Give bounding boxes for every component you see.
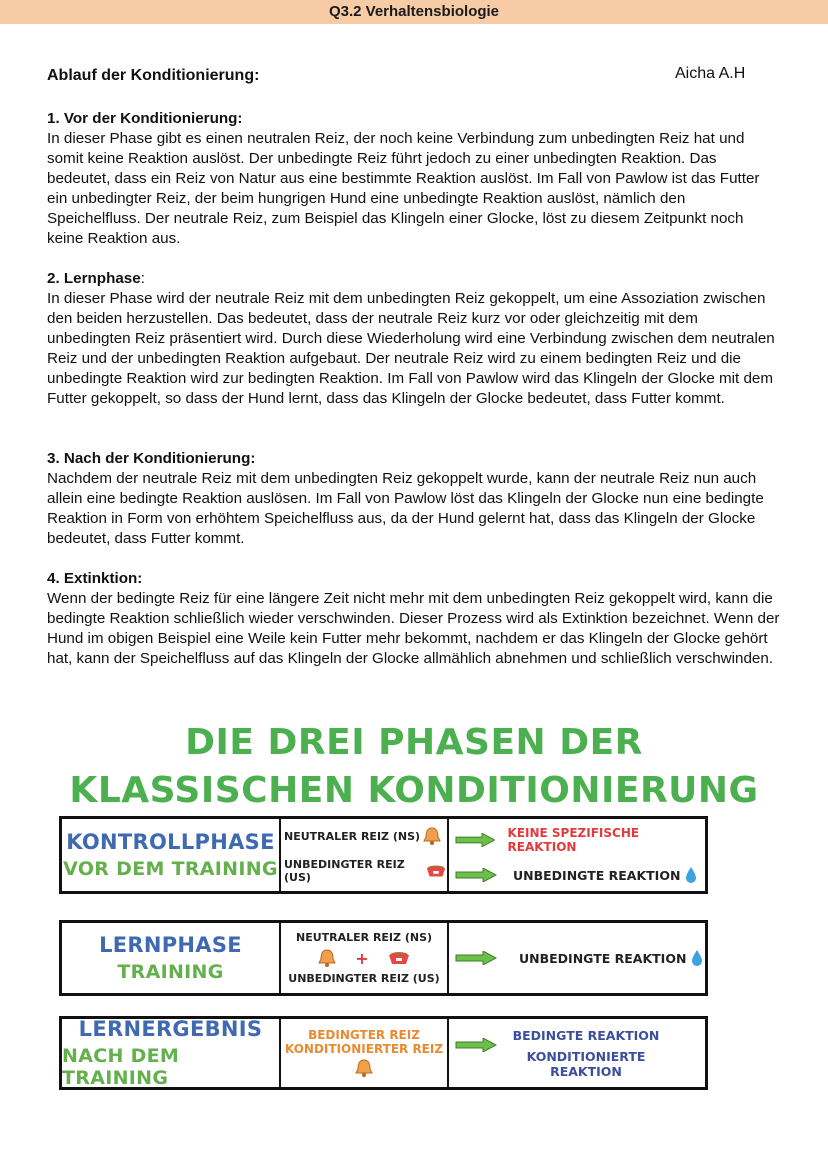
page-header: Q3.2 Verhaltensbiologie <box>0 0 828 24</box>
arrow-right-icon <box>455 833 496 847</box>
reaction-unconditioned: UNBEDINGTE REAKTION <box>519 950 687 966</box>
reaction-conditioned: BEDINGTE REAKTION <box>512 1027 660 1043</box>
section-2-heading <box>47 269 782 289</box>
bell-icon <box>317 948 337 968</box>
section-2-text: In dieser Phase wird der neutrale Reiz mit dem unbedingten Reiz gekoppelt, um eine Assoziation zwischen den beiden herzustellen. Das bedeutet, dass der neutrale Reiz kurz vor oder gleichzeitig mit dem unbedingten Reiz präsentiert wird. Durch diese Wiederholung wird eine Verbindung zwischen dem neutralen Reiz und der unbedingten Reaktion aufgebaut. Der neutrale Reiz wird zu einem bedingten Reiz und die unbedingte Reaktion wird zur bedingten Reaktion. Im Fall von Pawlow wird das Klingeln der Glocke mit dem Futter gekoppelt, so dass der Hund lernt, dass das Klingeln der Glocke bedeutet, dass Futter kommt. <box>47 290 775 407</box>
section-4 <box>47 569 782 669</box>
reaction-cell <box>449 923 705 993</box>
phase-name: KONTROLLPHASE <box>66 830 275 854</box>
stimulus-unconditioned: UNBEDINGTER REIZ (US) <box>284 858 405 884</box>
bell-icon <box>354 1058 374 1078</box>
phase-label-cell <box>62 819 281 891</box>
stimulus-neutral: NEUTRALER REIZ (NS) <box>295 931 433 944</box>
reaction-cell <box>449 819 705 891</box>
stimulus-unconditioned: UNBEDINGTER REIZ (US) <box>288 972 440 985</box>
phase-subtitle: TRAINING <box>117 961 224 983</box>
phase-box-lernphase <box>59 920 708 996</box>
reaction-conditioned-alt: KONDITIONIERTE REAKTION <box>526 1048 646 1079</box>
section-3-heading: 3. Nach der Konditionierung: <box>47 450 256 467</box>
phase-name: LERNERGEBNIS <box>78 1017 263 1041</box>
phase-name: LERNPHASE <box>99 933 242 957</box>
phase-subtitle: VOR DEM TRAINING <box>63 858 278 880</box>
phase-box-lernergebnis <box>59 1016 708 1090</box>
section-1 <box>47 109 782 249</box>
food-bowl-icon <box>425 863 447 879</box>
saliva-drop-icon <box>690 949 704 967</box>
saliva-drop-icon <box>684 866 698 884</box>
stimulus-conditioned: BEDINGTER REIZ <box>308 1028 420 1042</box>
stimulus-cell <box>281 1019 449 1087</box>
phase-label-cell <box>62 923 281 993</box>
document-title: Ablauf der Konditionierung: <box>47 67 260 84</box>
section-1-text: In dieser Phase gibt es einen neutralen Reiz, der noch keine Verbindung zum unbedingten Reiz hat und somit keine Reaktion auslöst. Der unbedingte Reiz führt jedoch zu einer unbedingten Reaktion. Das bedeutet, dass ein Reiz von Natur aus eine bestimmte Reaktion auslöst. Im Fall von Pawlow ist das Futter ein unbedingter Reiz, der beim hungrigen Hund eine unbedingte Reaktion auslöst, nämlich den Speichelfluss. Der neutrale Reiz, zum Beispiel das Klingeln einer Glocke, löst zu diesem Zeitpunkt noch keine Reaktion aus. <box>47 130 760 247</box>
stimulus-cell <box>281 923 449 993</box>
reaction-none: KEINE SPEZIFISCHE REAKTION <box>507 826 640 854</box>
bell-icon <box>422 826 442 846</box>
food-bowl-icon <box>387 950 411 966</box>
section-2 <box>47 269 782 409</box>
arrow-right-icon <box>455 1038 497 1052</box>
author-name: Aicha A.H <box>675 65 746 82</box>
stimulus-conditioned-alt: KONDITIONIERTER REIZ <box>284 1042 444 1056</box>
section-3 <box>47 449 782 549</box>
diagram-title-line-2: KLASSISCHEN KONDITIONIERUNG <box>69 770 759 811</box>
stimulus-neutral: NEUTRALER REIZ (NS) <box>284 829 421 843</box>
phase-subtitle: NACH DEM TRAINING <box>62 1045 180 1089</box>
section-3-text: Nachdem der neutrale Reiz mit dem unbedingten Reiz gekoppelt wurde, kann der neutrale Reiz nun auch allein eine bedingte Reaktion auslösen. Im Fall von Pawlow löst das Klingeln der Glocke nun eine bedingte Reaktion in Form von erhöhtem Speichelfluss aus, da der Hund gelernt hat, dass das Klingeln der Glocke bedeutet, dass Futter kommt. <box>47 470 764 547</box>
reaction-cell <box>449 1019 705 1087</box>
section-4-text: Wenn der bedingte Reiz für eine längere Zeit nicht mehr mit dem unbedingten Reiz gekoppelt wird, kann die bedingte Reaktion schließlich wieder verschwinden. Dieser Prozess wird als Extinktion bezeichnet. Wenn der Hund im obigen Beispiel eine Weile kein Futter mehr bekommt, nachdem er das Klingeln der Glocke gehört hat, kann der Speichelfluss auf das Klingeln der Glocke allmählich abnehmen und schließlich verschwinden. <box>47 590 780 667</box>
section-4-heading: 4. Extinktion: <box>47 570 143 587</box>
section-1-heading: 1. Vor der Konditionierung: <box>47 110 243 127</box>
phase-label-cell <box>62 1019 281 1087</box>
phase-box-kontrollphase <box>59 816 708 894</box>
stimulus-cell <box>281 819 449 891</box>
arrow-right-icon <box>455 951 497 965</box>
section-2-heading-colon: : <box>140 270 145 287</box>
arrow-right-icon <box>455 868 497 882</box>
section-2-heading-label: 2. Lernphase <box>47 270 141 287</box>
plus-sign: + <box>355 948 369 968</box>
reaction-unconditioned: UNBEDINGTE REAKTION <box>513 867 681 883</box>
diagram-title-line-1: DIE DREI PHASEN DER <box>185 722 643 763</box>
